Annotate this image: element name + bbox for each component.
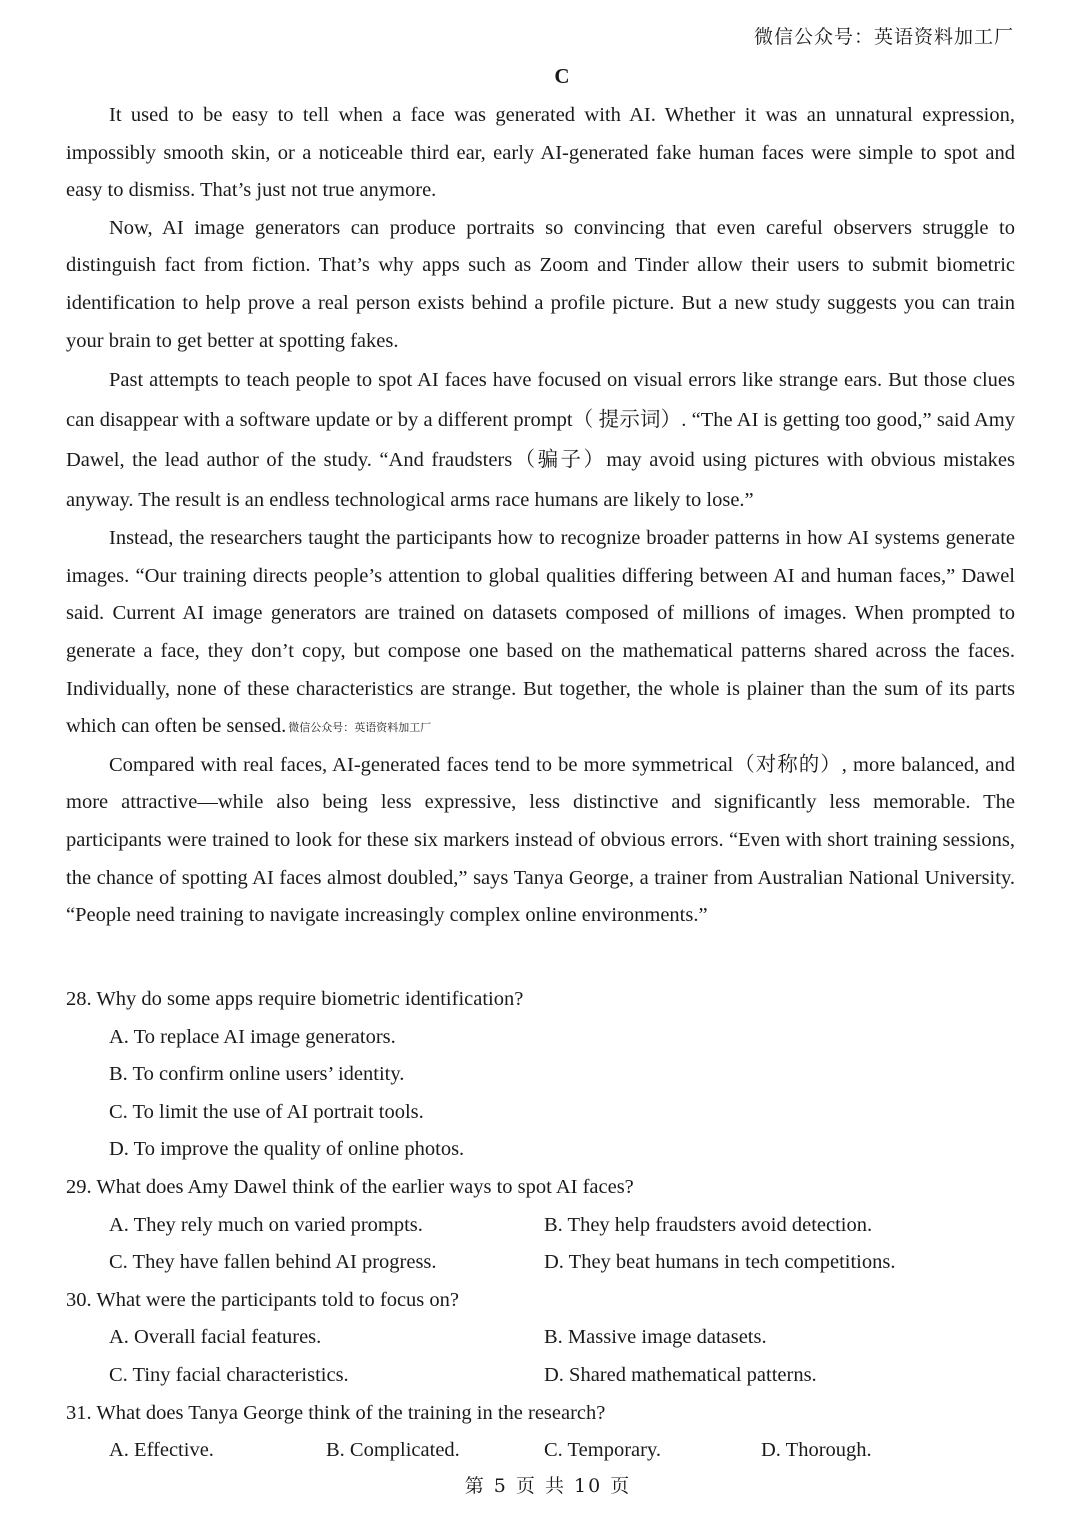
q30-option-d: D. Shared mathematical patterns. (544, 1363, 817, 1386)
question-list (66, 981, 1015, 1470)
q30-options-row-1 (66, 1319, 1015, 1357)
header-watermark: 微信公众号：英语资料加工厂 (753, 26, 1014, 48)
q29-options-row-2 (66, 1244, 1015, 1282)
q31-option-c: C. Temporary. (544, 1439, 661, 1462)
paragraph-4 (66, 520, 1015, 747)
question-30: 30. What were the participants told to focus on? (66, 1288, 459, 1311)
q31-options-row (66, 1432, 1015, 1470)
q29-option-c: C. They have fallen behind AI progress. (109, 1251, 437, 1274)
section-letter: C (554, 64, 570, 88)
question-31: 31. What does Tanya George think of the training in the research? (66, 1401, 606, 1424)
paragraph-1: It used to be easy to tell when a face was generated with AI. Whether it was an unnatural expression, impossibly smooth skin, or a noticeable third ear, early AI-generated fake human faces were simple to spot and easy to dismiss. That’s just not true anymore. (66, 104, 1015, 202)
q30-option-a: A. Overall facial features. (109, 1326, 322, 1349)
question-29: 29. What does Amy Dawel think of the earlier ways to spot AI faces? (66, 1175, 634, 1198)
reading-passage (66, 97, 1015, 935)
q30-options-row-2 (66, 1357, 1015, 1395)
paragraph-2: Now, AI image generators can produce portraits so convincing that even careful observers struggle to distinguish fact from fiction. That’s why apps such as Zoom and Tinder allow their users to submit biometric identification to help prove a real person exists behind a profile picture. But a new study suggests you can train your brain to get better at spotting fakes. (66, 216, 1015, 352)
page-number-footer: 第 5 页 共 10 页 (464, 1475, 632, 1497)
inline-watermark: 微信公众号：英语资料加工厂 (288, 721, 432, 735)
paragraph-4-text: Instead, the researchers taught the participants how to recognize broader patterns in how AI systems generate images. “Our training directs people’s attention to global qualities differing between AI and human faces,” Dawel said. Current AI image generators are trained on datasets composed of millions of images. When prompted to generate a face, they don’t copy, but compose one based on the mathematical patterns shared across the faces. Individually, none of these characteristics are strange. But together, the whole is plainer than the sum of its parts which can often be sensed. (66, 527, 1015, 738)
q28-option-d: D. To improve the quality of online photos. (109, 1138, 465, 1161)
paragraph-5: Compared with real faces, AI-generated faces tend to be more symmetrical（对称的）, more balanced, and more attractive—while also being less expressive, less distinctive and significantly less memorable. The participants were trained to look for these six markers instead of obvious errors. “Even with short training sessions, the chance of spotting AI faces almost doubled,” says Tanya George, a trainer from Australian National University. “People need training to navigate increasingly complex online environments.” (66, 753, 1015, 927)
q31-option-d: D. Thorough. (761, 1439, 872, 1462)
q29-option-a: A. They rely much on varied prompts. (109, 1213, 423, 1236)
q29-options-row-1 (66, 1207, 1015, 1245)
paragraph-3: Past attempts to teach people to spot AI faces have focused on visual errors like strange ears. But those clues can disappear with a software update or by a different prompt（ 提示词）. “The AI is getting too good,” said Amy Dawel, the lead author of the study. “And fraudsters（骗子）may avoid using pictures with obvious mistakes anyway. The result is an endless technological arms race humans are likely to lose.” (66, 369, 1015, 512)
q29-option-d: D. They beat humans in tech competitions. (544, 1251, 896, 1274)
q31-option-a: A. Effective. (109, 1439, 214, 1462)
q30-option-b: B. Massive image datasets. (544, 1326, 767, 1349)
q28-option-a: A. To replace AI image generators. (109, 1025, 396, 1048)
q30-option-c: C. Tiny facial characteristics. (109, 1363, 349, 1386)
q29-option-b: B. They help fraudsters avoid detection. (544, 1213, 873, 1236)
q28-option-b: B. To confirm online users’ identity. (109, 1063, 405, 1086)
question-28: 28. Why do some apps require biometric identification? (66, 988, 524, 1010)
q28-option-c: C. To limit the use of AI portrait tools. (109, 1100, 424, 1123)
q31-option-b: B. Complicated. (326, 1439, 460, 1462)
